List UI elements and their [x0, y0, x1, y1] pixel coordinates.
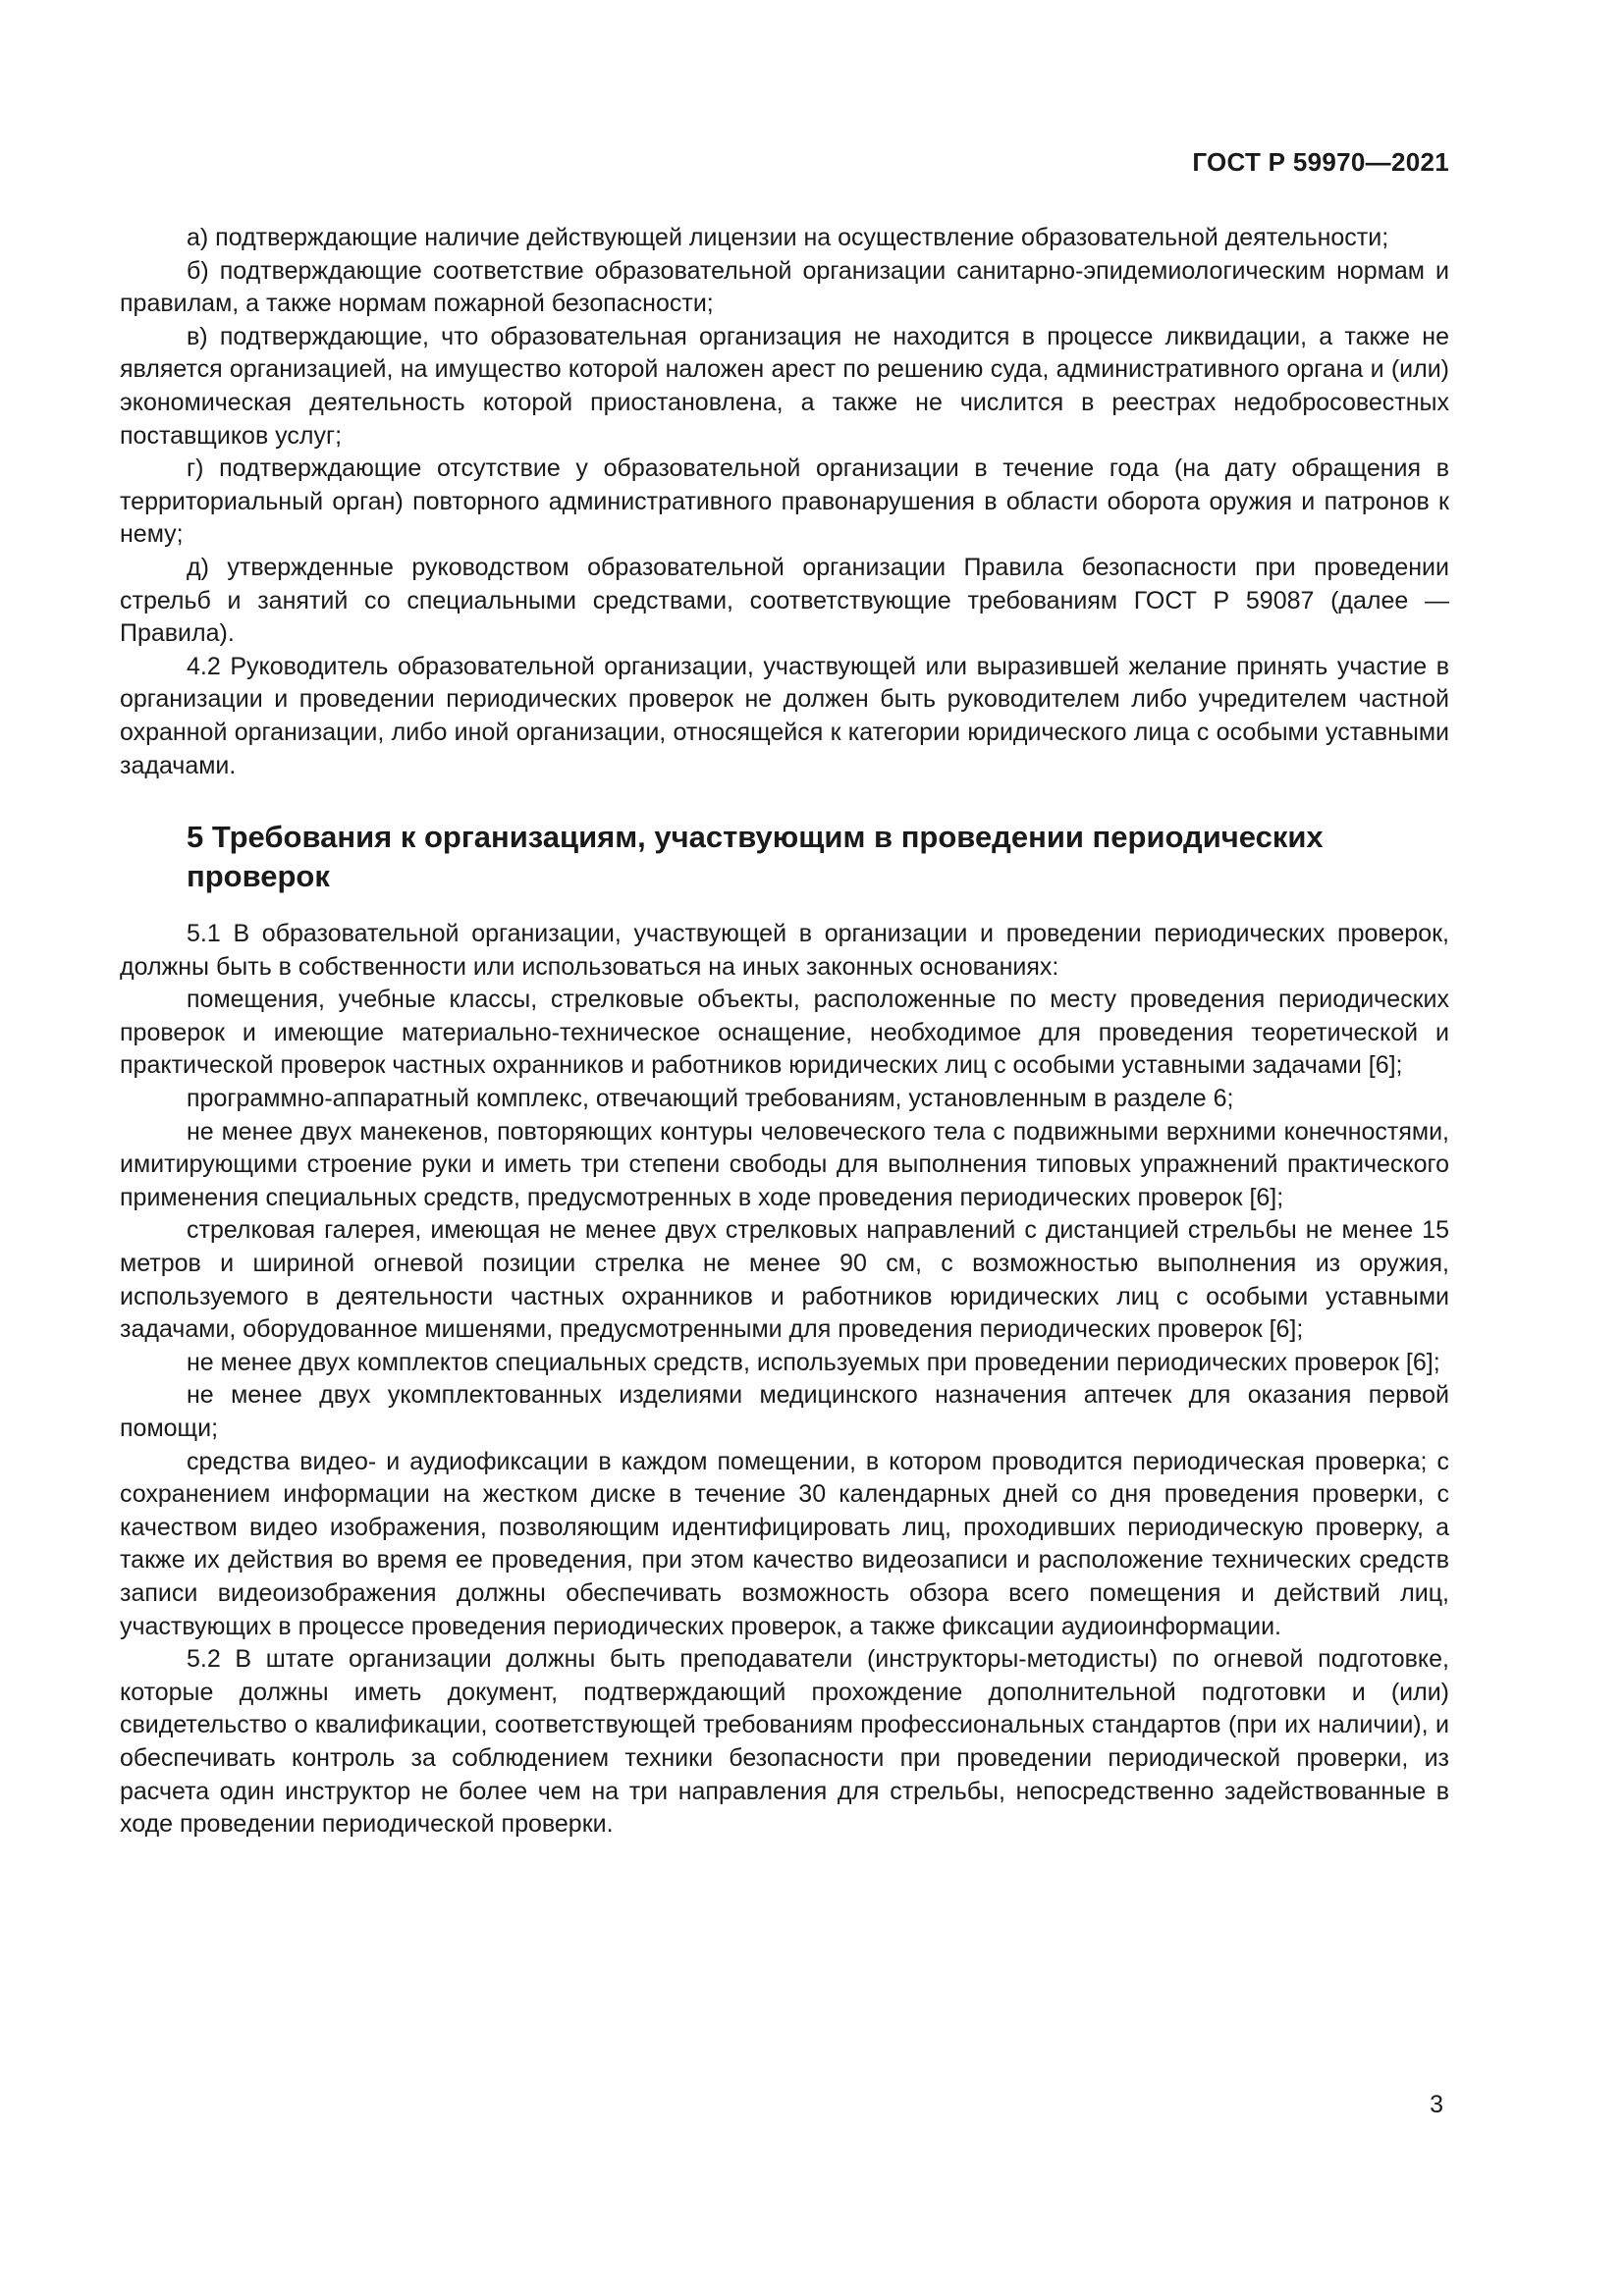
page-body: [120, 222, 1449, 1842]
document-code: ГОСТ Р 59970—2021: [1192, 147, 1449, 177]
section-5-heading: 5 Требования к организациям, участвующим в проведении периодических проверок: [187, 820, 1324, 894]
paragraph-special-means: не менее двух комплектов специальных средств, используемых при проведении периодических проверок [6];: [187, 1348, 1440, 1376]
paragraph-video-audio: средства видео- и аудиофиксации в каждом помещении, в котором проводится периодическая проверка; с сохранением информации на жестком диске в течение 30 календарных дней со дня проведения проверки, с качеством видео изображения, позволяющим идентифицировать лиц, проходивших периодическую проверку, а также их действия во время ее проведения, при этом качество видеозаписи и расположение технических средств записи видеоизображения должны обеспечивать возможность обзора всего помещения и действий лиц, участвующих в процессе проведения периодических проверок, а также фиксации аудиоинформации.: [120, 1447, 1449, 1640]
paragraph-item-g: г) подтверждающие отсутствие у образовательной организации в течение года (на дату обращения в территориальный орган) повторного административного правонарушения в области оборота оружия и патронов к нему;: [120, 454, 1449, 549]
paragraph-item-d: д) утвержденные руководством образовательной организации Правила безопасности при проведении стрельб и занятий со специальными средствами, соответствующие требованиям ГОСТ Р 59087 (далее — Правила).: [120, 553, 1449, 648]
paragraph-item-a: а) подтверждающие наличие действующей лицензии на осуществление образовательной деятельности;: [187, 224, 1389, 251]
paragraph-5-1: 5.1 В образовательной организации, участвующей в организации и проведении периодических проверок, должны быть в собственности или использоваться на иных законных основаниях:: [120, 920, 1449, 981]
paragraph-shooting-gallery: стрелковая галерея, имеющая не менее двух стрелковых направлений с дистанцией стрельбы не менее 15 метров и шириной огневой позиции стрелка не менее 90 см, с возможностью выполнения из оружия, используемого в деятельности частных охранников и работников юридических лиц с особыми уставными задачами, оборудованное мишенями, предусмотренными для проведения периодических проверок [6];: [120, 1216, 1449, 1344]
paragraph-4-2: 4.2 Руководитель образовательной организации, участвующей или выразившей желание принять участие в организации и проведении периодических проверок не должен быть руководителем либо учредителем частной охранной организации, либо иной организации, относящейся к категории юридического лица с особыми уставными задачами.: [120, 652, 1449, 779]
paragraph-item-b: б) подтверждающие соответствие образовательной организации санитарно-эпидемиологическим нормам и правилам, а также нормам пожарной безопасности;: [120, 256, 1449, 318]
paragraph-mannequins: не менее двух манекенов, повторяющих контуры человеческого тела с подвижными верхними конечностями, имитирующими строение руки и иметь три степени свободы для выполнения типовых упражнений практического применения специальных средств, предусмотренных в ходе проведения периодических проверок [6];: [120, 1117, 1449, 1211]
paragraph-first-aid-kits: не менее двух укомплектованных изделиями медицинского назначения аптечек для оказания первой помощи;: [120, 1381, 1449, 1442]
paragraph-premises: помещения, учебные классы, стрелковые объекты, расположенные по месту проведения периодических проверок и имеющие материально-техническое оснащение, необходимое для проведения теоретической и практической проверок частных охранников и работников юридических лиц с особыми уставными задачами [6];: [120, 986, 1449, 1080]
paragraph-software-complex: программно-аппаратный комплекс, отвечающий требованиям, установленным в разделе 6;: [187, 1085, 1234, 1113]
paragraph-5-2: 5.2 В штате организации должны быть преподаватели (инструкторы-методисты) по огневой подготовке, которые должны иметь документ, подтверждающий прохождение дополнительной подготовки и (или) свидетельство о квалификации, соответствующей требованиям профессиональных стандартов (при их наличии), и обеспечивать контроль за соблюдением техники безопасности при проведении периодической проверки, из расчета один инструктор не более чем на три направления для стрельбы, непосредственно задействованные в ходе проведении периодической проверки.: [120, 1645, 1449, 1839]
paragraph-item-v: в) подтверждающие, что образовательная организация не находится в процессе ликвидации, а также не является организацией, на имущество которой наложен арест по решению суда, административного органа и (или) экономическая деятельность которой приостановлена, а также не числится в реестрах недобросовестных поставщиков услуг;: [120, 322, 1449, 450]
page-number: 3: [1430, 2091, 1443, 2118]
